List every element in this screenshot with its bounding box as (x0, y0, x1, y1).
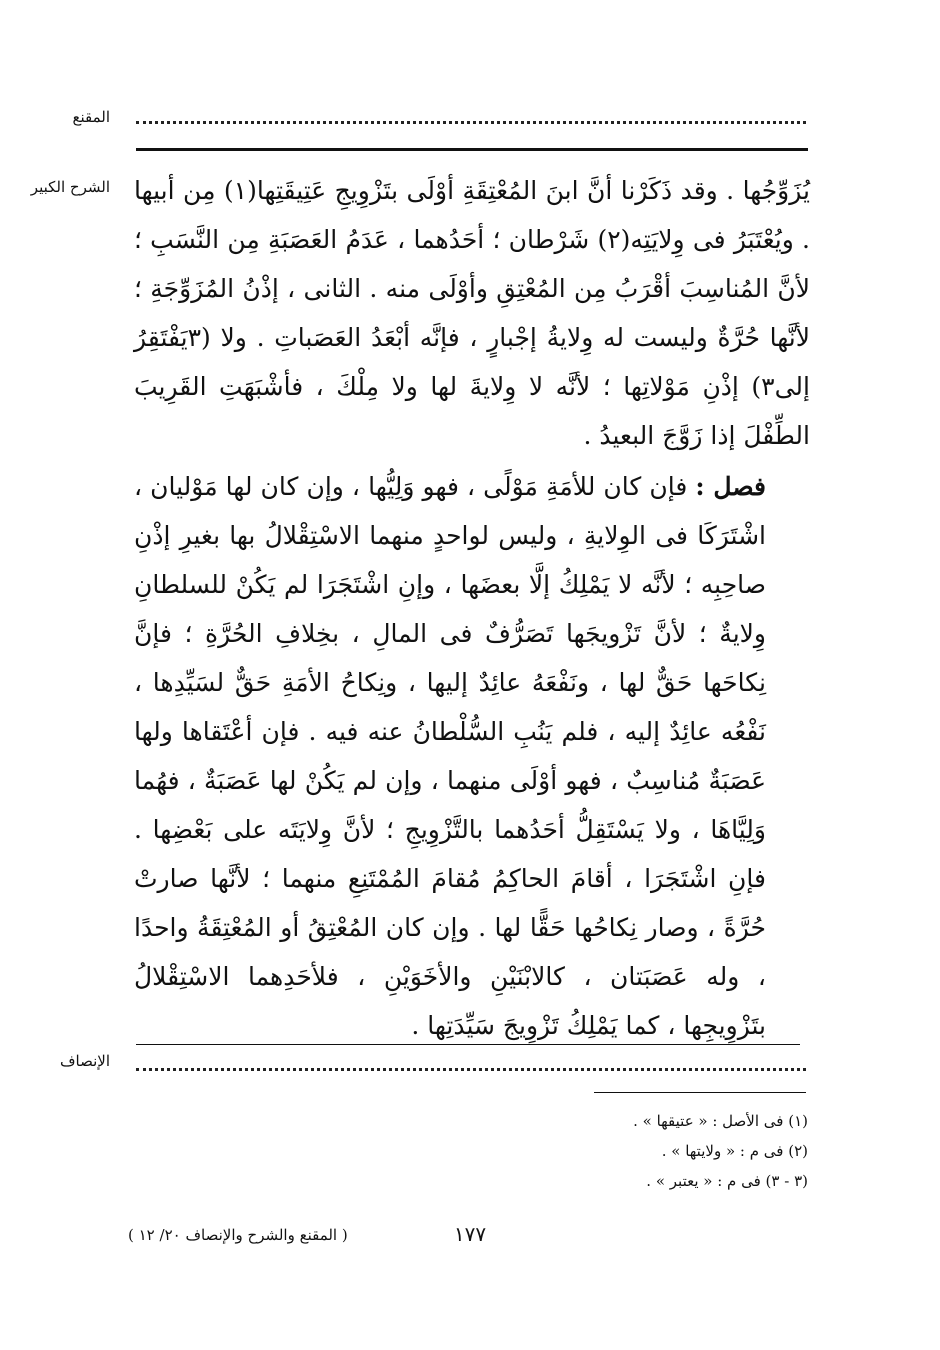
footnote-rule (594, 1092, 806, 1093)
header-dotted-line (136, 121, 806, 124)
section-label-muqni: المقنع (72, 108, 110, 126)
paragraph-2 (134, 462, 810, 1050)
footnotes (488, 1106, 808, 1196)
section-heading-fasl: فصل : (695, 472, 766, 501)
page-number: ١٧٧ (453, 1222, 487, 1246)
book-reference: ( المقنع والشرح والإنصاف ٢٠/ ١٢ ) (128, 1226, 348, 1244)
header-rule (136, 148, 808, 151)
section-label-sharh: الشرح الكبير (30, 178, 110, 196)
footnote-3: (٣ - ٣) فى م : « يعتبر » . (646, 1172, 808, 1190)
paragraph-2-text: فإن كان للأمَةِ مَوْلًى ، فهو وَلِيُّها ، وإن كان لها مَوْليان ، اشْتَرَكَا فى الوِلايةِ ، وليس لواحدٍ منهما الاسْتِقْلالُ بها بغيرِ إذْنِ صاحِبِه ؛ لأنَّه لا يَمْلِكُ إلَّا بعضَها ، وإنِ اشْتَجَرَا لم يَكُنْ للسلطانِ وِلايةٌ ؛ لأنَّ تَزْويجَها تَصَرُّفٌ فى المالِ ، بخِلافِ الحُرَّةِ ؛ فإنَّ نِكاحَها حَقٌّ لها ، ونَفْعَهُ عائِدٌ إليها ، ونِكاحُ الأمَةِ حَقٌّ لسَيِّدِها ، نَفْعُه عائِدٌ إليه ، فلم يَنُبِ السُّلْطانُ عنه فيه . فإن أعْتَقاها ولها عَصَبَةٌ مُناسِبٌ ، فهو أوْلَى منهما ، وإن لم يَكُنْ لها عَصَبَةٌ ، فهُما وَلِيَّاهَا ، ولا يَسْتَقِلُّ أحَدُهما بالتَّزْوِيجِ ؛ لأنَّ وِلايَتَه على بَعْضِها . فإنِ اشْتَجَرَا ، أقامَ الحاكِمُ مُقامَ المُمْتَنِعِ منهما ؛ لأنَّها صارتْ حُرَّةً ، وصار نِكاحُها حَقًّا لها . وإن كان المُعْتِقُ أو المُعْتِقَةُ واحدًا ، وله عَصَبَتان ، كالابْنَيْنِ والأخَوَيْنِ ، فلأحَدِهما الاسْتِقْلالُ بتَزْوِيجِها ، كما يَمْلِكُ تَزْوِيجَ سَيِّدَتِها . (134, 472, 766, 1040)
insaf-dotted-line (136, 1068, 806, 1071)
footnote-2: (٢) فى م : « ولايتها » . (661, 1142, 808, 1160)
section-label-insaf: الإنصاف (59, 1052, 110, 1070)
footnote-1: (١) فى الأصل : « عتيقها » . (633, 1112, 808, 1130)
paragraph-1: يُزَوِّجُها . وقد ذَكَرْنا أنَّ ابنَ المُعْتِقَةِ أوْلَى بتَزْوِيجِ عَتِيقَتِها(١) مِن أبيها . ويُعْتَبَرُ فى وِلايَتِه(٢) شَرْطان ؛ أحَدُهما ، عَدَمُ العَصَبَةِ مِن النَّسَبِ ؛ لأنَّ المُناسِبَ أقْرَبُ مِن المُعْتِقِ وأوْلَى منه . الثانى ، إذْنُ المُزَوِّجَةِ ؛ لأنَّها حُرَّةٌ وليست له وِلايةُ إجْبارٍ ، فإنَّه أبْعَدُ العَصَباتِ . ولا (٣يَفْتَقِرُ إلى٣) إذْنِ مَوْلاتِها ؛ لأنَّه لا وِلايةَ لها ولا مِلْكَ ، فأشْبَهَتِ القَرِيبَ الطِّفْلَ إذا زَوَّجَ البعيدُ . (134, 176, 810, 450)
main-text-block (134, 166, 810, 1050)
insaf-rule (136, 1044, 800, 1045)
